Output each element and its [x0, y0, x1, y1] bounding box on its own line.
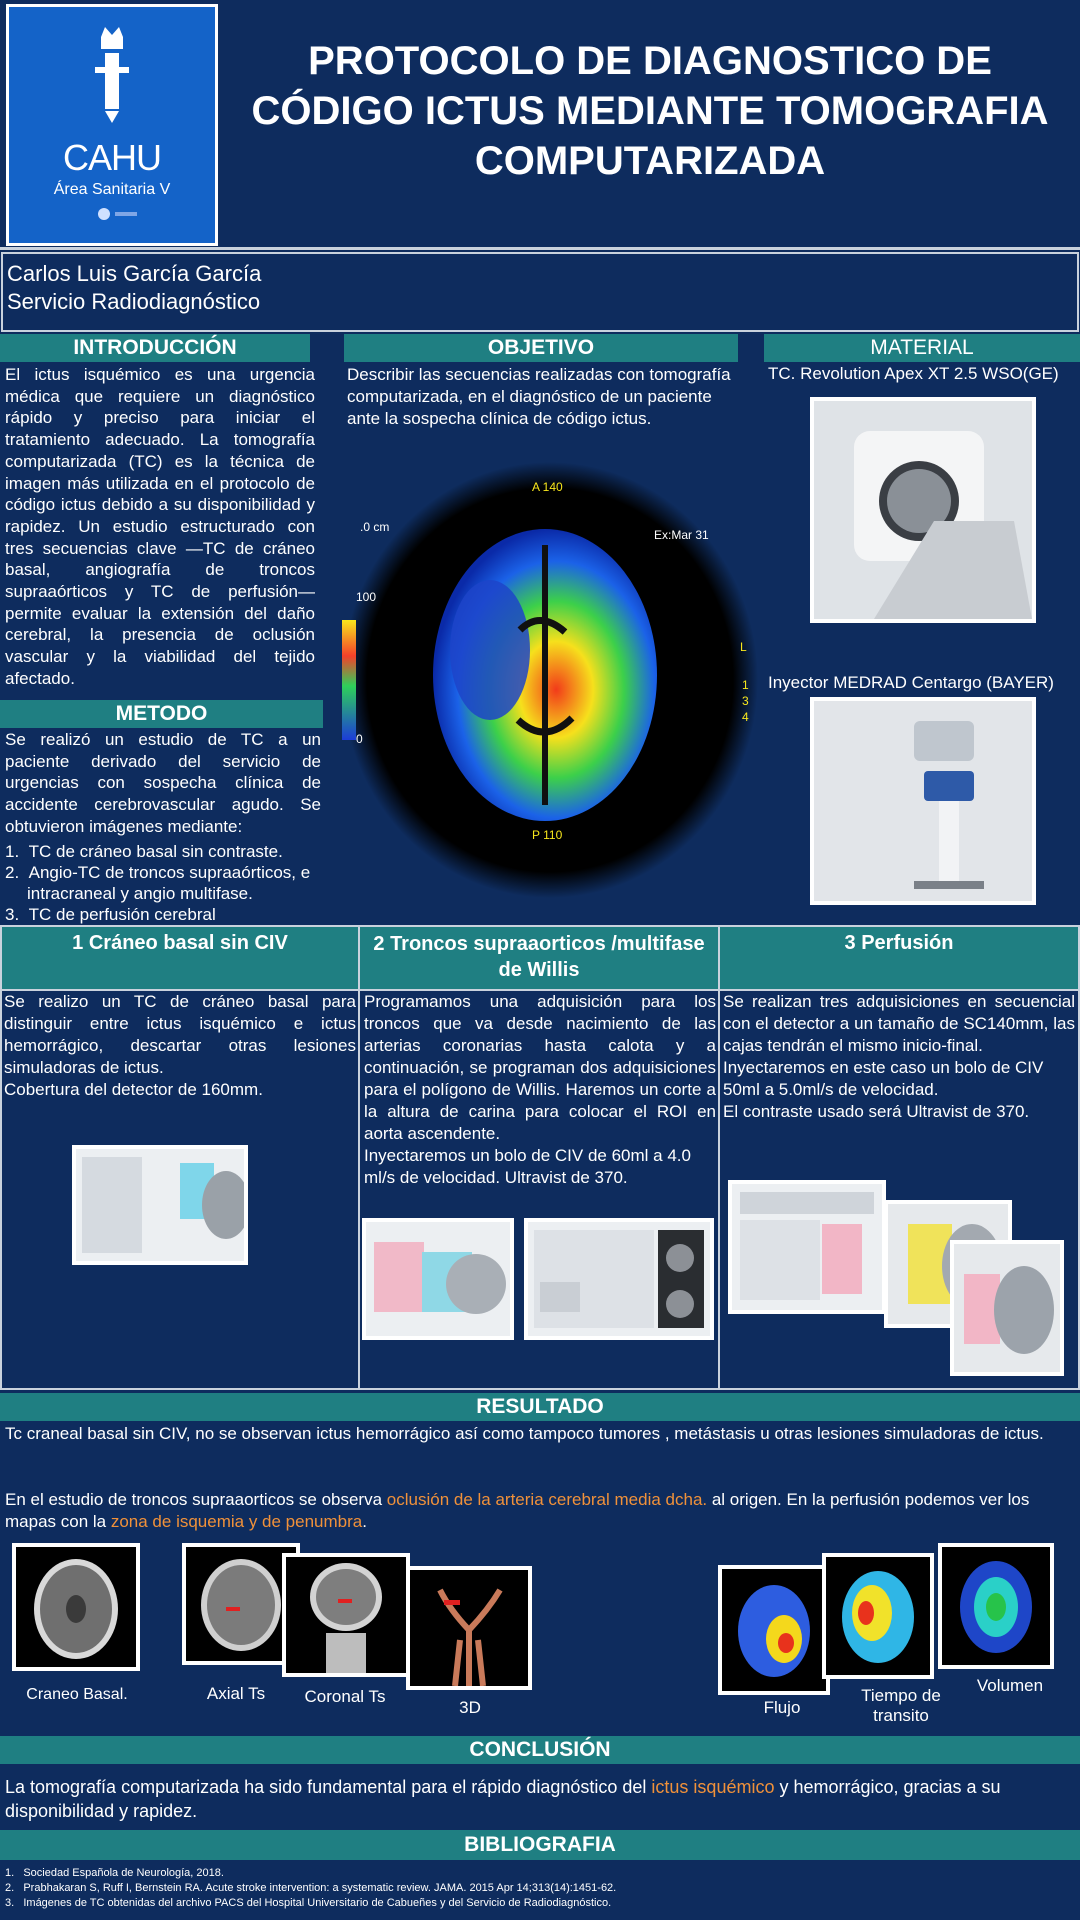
phase-divider-2: [718, 927, 720, 1388]
material-item-scanner: TC. Revolution Apex XT 2.5 WSO(GE): [768, 364, 1059, 383]
cahu-logo: [6, 4, 218, 246]
craneo-basal-caption: Craneo Basal.: [26, 1686, 128, 1703]
scan-label-anterior: A 140: [532, 480, 563, 494]
list-item: 1. Sociedad Española de Neurología, 2018.: [5, 1867, 224, 1879]
occlusion-highlight: oclusión de la arteria cerebral media dcha.: [386, 1490, 708, 1509]
metodo-heading: METODO: [0, 700, 323, 728]
axial-ts-caption: Axial Ts: [206, 1684, 266, 1703]
emblem-icon: [9, 199, 215, 229]
resultado-text-1: Tc craneal basal sin CIV, no se observan ictus hemorrágico así como tampoco tumores , metástasis u otras lesiones simuladoras de ictus.: [5, 1424, 1044, 1443]
introduccion-text: El ictus isquémico es una urgencia médica que requiere un diagnóstico rápido y preciso para iniciar el tratamiento adecuado. La tomografía computarizada (TC) es la técnica de imagen más utilizada en el protocolo de código ictus debido a su disponibilidad y rapidez. Un estudio estructurado con tres secuencias clave —TC de cráneo basal, angiografía de troncos supraaórticos y TC de perfusión— permite evaluar la extensión del daño cerebral, la presencia de oclusión vascular y la viabilidad del tejido afectado.: [5, 365, 315, 688]
logo-text: CAHU: [62, 137, 161, 178]
scan-label-cm: .0 cm: [360, 520, 390, 534]
material-heading: MATERIAL: [764, 334, 1080, 362]
poster-title: PROTOCOLO DE DIAGNOSTICO DE CÓDIGO ICTUS MEDIANTE TOMOGRAFIA COMPUTARIZADA: [251, 39, 1049, 183]
coronal-ts-image: [282, 1553, 410, 1677]
phase-2-text: Programamos una adquisición para los troncos que va desde nacimiento de las arterias coronarias hasta calota y a continuación, se programan dos adquisiciones para el polígono de Willis. Haremos un corte a la altura de carina para colocar el ROI en aorta ascendente. Inyectaremos un bolo de CIV de 60ml a 4.0 ml/s de velocidad. Ultravist de 370.: [364, 992, 716, 1187]
list-item: 2. Angio-TC de troncos supraaórticos, e intracraneal y angio multifase.: [5, 863, 311, 903]
scan-label-ex: Ex:Mar 31: [654, 528, 709, 542]
volumen-caption: Volumen: [976, 1676, 1044, 1695]
injector-photo: [810, 697, 1036, 905]
phase-1-screenshot: [72, 1145, 248, 1265]
phase-1-heading: 1 Cráneo basal sin CIV: [2, 927, 358, 989]
objetivo-heading: OBJETIVO: [344, 334, 738, 362]
flujo-map-image: [718, 1565, 830, 1695]
phase-divider-1: [358, 927, 360, 1388]
ct-scanner-photo: [810, 397, 1036, 623]
metodo-text: Se realizó un estudio de TC a un paciente derivado del servicio de urgencias con sospecha clínica de accidente cerebrovascular agudo. Se obtuvieron imágenes mediante:: [5, 730, 321, 836]
volumen-map-image: [938, 1543, 1054, 1669]
metodo-list: [5, 841, 323, 925]
phase-3-screenshot-a: [728, 1180, 886, 1314]
phase-3-heading: 3 Perfusión: [720, 927, 1078, 989]
scan-label-n2: 3: [742, 694, 749, 708]
phase-3-text: Se realizan tres adquisiciones en secuencial con el detector a un tamaño de SC140mm, las cajas tendrán el mismo inicio-final. Inyectaremos en este caso un bolo de CIV 50ml a 5.0ml/s de velocidad. El contraste usado será Ultravist de 370.: [723, 992, 1075, 1121]
tiempo-transito-caption: Tiempo de transito: [861, 1686, 941, 1725]
list-item: 3. TC de perfusión cerebral: [5, 905, 216, 924]
bibliografia-list: [5, 1866, 1075, 1911]
conclusion-heading: CONCLUSIÓN: [0, 1736, 1080, 1764]
phase-2-screenshot-b: [524, 1218, 714, 1340]
scan-label-side: L: [740, 640, 747, 654]
tiempo-transito-map-image: [822, 1553, 934, 1679]
ictus-highlight: ictus isquémico: [651, 1777, 775, 1797]
phase-1-text: Se realizo un TC de cráneo basal para distinguir entre ictus isquémico e ictus hemorrágico, descartar otras lesiones simuladoras de ictus. Cobertura del detector de 160mm.: [4, 992, 356, 1099]
bibliografia-heading: BIBLIOGRAFIA: [0, 1830, 1080, 1860]
list-item: 1. TC de cráneo basal sin contraste.: [5, 842, 283, 861]
craneo-basal-image: [12, 1543, 140, 1671]
author-box: [1, 252, 1079, 332]
crown-shield-icon: [9, 7, 215, 137]
resultado-text-2: En el estudio de troncos supraaorticos se observa oclusión de la arteria cerebral media dcha. al origen. En la perfusión podemos ver los mapas con la zona de isquemia y de penumbra.: [5, 1490, 1030, 1531]
material-item-injector: Inyector MEDRAD Centargo (BAYER): [768, 673, 1054, 692]
ischemia-highlight: zona de isquemia y de penumbra: [110, 1512, 363, 1531]
list-item: 3. Imágenes de TC obtenidas del archivo PACS del Hospital Universitario de Cabueñes y del Servicio de Radiodiagnóstico.: [5, 1897, 612, 1909]
angio-3d-caption: 3D: [459, 1698, 481, 1717]
scan-scale-bottom: 0: [356, 732, 363, 746]
flujo-caption: Flujo: [763, 1698, 801, 1717]
phase-3-screenshot-c: [950, 1240, 1064, 1376]
author-name: Carlos Luis García García: [7, 261, 262, 286]
conclusion-text: La tomografía computarizada ha sido fundamental para el rápido diagnóstico del ictus isquémico y hemorrágico, gracias a su disponibilidad y rapidez.: [5, 1777, 1001, 1821]
scan-label-posterior: P 110: [532, 828, 563, 842]
objetivo-text: Describir las secuencias realizadas con tomografía computarizada, en el diagnóstico de un paciente ante la sospecha clínica de código ictus.: [347, 365, 731, 428]
resultado-heading: RESULTADO: [0, 1393, 1080, 1421]
angio-3d-image: [406, 1566, 532, 1690]
logo-subtitle: Área Sanitaria V: [53, 181, 171, 198]
scan-label-n1: 1: [742, 678, 749, 692]
author-department: Servicio Radiodiagnóstico: [7, 289, 261, 314]
perfusion-map-image: [340, 460, 760, 900]
introduccion-heading: INTRODUCCIÓN: [0, 334, 310, 362]
scan-label-n3: 4: [742, 710, 749, 724]
phase-2-screenshot-a: [362, 1218, 514, 1340]
list-item: 2. Prabhakaran S, Ruff I, Bernstein RA. Acute stroke intervention: a systematic review. JAMA. 2015 Apr 14;313(14):1451-62.: [5, 1882, 617, 1894]
coronal-ts-caption: Coronal Ts: [304, 1687, 386, 1706]
scan-scale-top: 100: [356, 590, 377, 604]
phase-2-heading: 2 Troncos supraaorticos /multifase de Willis: [360, 927, 718, 989]
